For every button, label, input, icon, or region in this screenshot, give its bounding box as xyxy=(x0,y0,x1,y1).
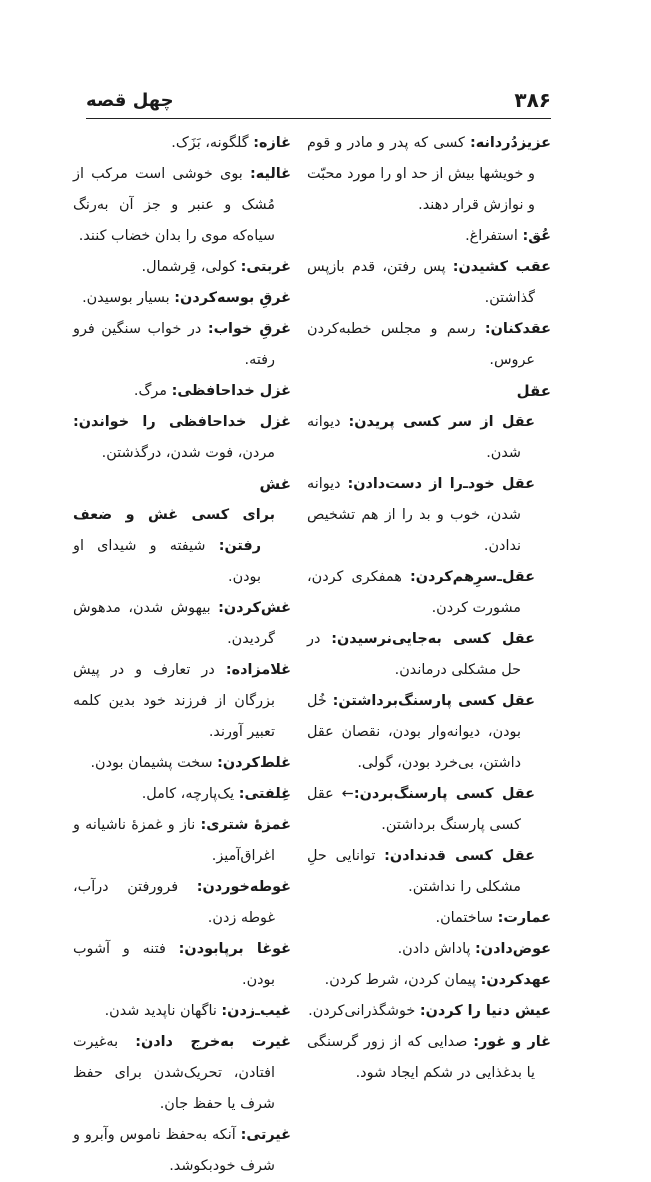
group-heading: عقل xyxy=(516,382,551,400)
entry-headword: برای کسی غش و ضعف رفتن: xyxy=(73,507,275,554)
dictionary-entry xyxy=(73,655,291,748)
entry-definition: در خواب سنگین فرو رفته. xyxy=(73,321,275,368)
entry-definition: به‌غیرت افتادن، تحریک‌شدن برای حفظ شرف یا حفظ جان. xyxy=(73,1034,275,1112)
entry-definition: بسیار بوسیدن. xyxy=(82,290,175,306)
dictionary-entry xyxy=(73,1027,291,1120)
entry-definition: در حل مشکلی درماندن. xyxy=(307,631,521,678)
entry-definition: فرورفتن درآب، غوطه زدن. xyxy=(73,879,275,926)
entry-headword: عقب کشیدن: xyxy=(452,259,551,275)
sub-entry xyxy=(307,407,551,469)
sub-entry xyxy=(307,469,551,562)
sub-entry xyxy=(307,562,551,624)
right-column xyxy=(307,128,551,1089)
entry-headword: غیرتی: xyxy=(240,1127,291,1143)
entry-headword: غش‌کردن: xyxy=(218,600,291,616)
entry-headword: عقل خود‌ـ‌را از دست‌دادن: xyxy=(347,476,535,492)
entry-headword: غرقِ خواب: xyxy=(207,321,291,337)
entry-definition: رسم و مجلس خطبه‌کردن عروس. xyxy=(307,321,535,368)
entry-headword: غیرت به‌خرج دادن: xyxy=(135,1034,291,1050)
entry-definition: مردن، فوت شدن، درگذشتن. xyxy=(101,445,275,461)
dictionary-entry xyxy=(73,934,291,996)
dictionary-entry xyxy=(307,314,551,376)
dictionary-entry xyxy=(73,128,291,159)
entry-definition: مرگ. xyxy=(133,383,172,399)
entry-definition: یک‌پارچه، کامل. xyxy=(141,786,239,802)
entry-definition: صدایی که از زور گرسنگی یا بدغذایی در شکم ایجاد شود. xyxy=(307,1034,535,1081)
sub-entry xyxy=(307,779,551,841)
entry-headword: عُق: xyxy=(522,228,551,244)
entry-definition: کسی که پدر و مادر و قوم و خویشها بیش از حد او را مورد محبّت و نوازش قرار دهند. xyxy=(307,135,535,213)
entry-definition: شیفته و شیدای او بودن. xyxy=(73,538,261,585)
dictionary-entry xyxy=(73,996,291,1027)
entry-definition: استفراغ. xyxy=(465,228,523,244)
entry-headword: عمارت: xyxy=(497,910,551,926)
dictionary-entry xyxy=(307,252,551,314)
entry-headword: غازه: xyxy=(253,135,291,151)
entry-headword: غربتی: xyxy=(240,259,291,275)
entry-headword: عوض‌دادن: xyxy=(475,941,551,957)
entry-headword: غلط‌کردن: xyxy=(217,755,291,771)
entry-headword: عقل کسی قد‌نداد‌ن: xyxy=(384,848,535,864)
dictionary-entry xyxy=(73,407,291,469)
entry-definition: پیمان کردن، شرط کردن. xyxy=(324,972,481,988)
entry-headword: غوغا برپابودن: xyxy=(178,941,292,957)
dictionary-entry xyxy=(307,934,551,965)
entry-headword: عهدکردن: xyxy=(480,972,551,988)
dictionary-entry xyxy=(307,903,551,934)
entry-definition: ناگهان ناپدید شدن. xyxy=(104,1003,222,1019)
entry-headword: عیش دنیا را کردن: xyxy=(419,1003,551,1019)
dictionary-entry xyxy=(73,872,291,934)
page-header xyxy=(86,86,551,119)
entry-definition: دیوانه شدن، خوب و بد را از هم تشخیص ندادن. xyxy=(307,476,521,554)
dictionary-entry xyxy=(307,996,551,1027)
entry-headword: غزل خداحافظی: xyxy=(171,383,291,399)
page-number: ۳۸۶ xyxy=(514,88,551,112)
entry-definition: پاداش دادن. xyxy=(397,941,476,957)
running-title: چهل قصه xyxy=(86,90,174,111)
entry-headword: غار و غور: xyxy=(473,1034,551,1050)
entry-headword: عقل از سر کسی پریدن: xyxy=(348,414,535,430)
entry-headword: غمزهٔ شتری: xyxy=(200,817,291,833)
entry-headword: عقل کسی پارسنگ‌بردن: xyxy=(353,786,535,802)
entry-headword: عقل کسی پارسنگ‌برداشتن: xyxy=(332,693,535,709)
entry-definition: آنکه به‌حفظ ناموس وآبرو و شرف خودبکوشد. xyxy=(73,1127,275,1174)
sub-entry xyxy=(307,624,551,686)
dictionary-entry xyxy=(73,593,291,655)
entry-definition: دیوانه شدن. xyxy=(307,414,521,461)
entry-headword: غِلفتی: xyxy=(238,786,291,802)
entry-definition: همفکری کردن، مشورت کردن. xyxy=(307,569,521,616)
entry-headword: غیب‌ـ‌زدن: xyxy=(221,1003,291,1019)
entry-definition: خُل بودن، دیوانه‌وار بودن، نقصان عقل داشتن، بی‌خرد بودن، گولی. xyxy=(307,693,521,771)
entry-definition: خوشگذرانی‌کردن. xyxy=(308,1003,420,1019)
entry-definition: کولی، قِرشمال. xyxy=(141,259,241,275)
dictionary-entry xyxy=(307,221,551,252)
entry-headword: عقدکنان: xyxy=(484,321,551,337)
dictionary-entry xyxy=(73,283,291,314)
entry-definition: در تعارف و در پیش بزرگان از فرزند خود بدین کلمه تعبیر آورند. xyxy=(73,662,275,740)
sub-entry xyxy=(307,686,551,779)
entry-definition: بیهوش شدن، مدهوش گردیدن. xyxy=(73,600,275,647)
entry-headword: غرقِ بوسه‌کردن: xyxy=(174,290,291,306)
entry-definition: بوی خوشی است مرکب از مُشک و عنبر و جز آن به‌رنگ سیاه‌که موی را بدان خضاب کنند. xyxy=(73,166,275,244)
entry-headword: غالیه: xyxy=(250,166,291,182)
dictionary-entry xyxy=(73,1120,291,1182)
entry-definition: فتنه و آشوب بودن. xyxy=(73,941,275,988)
entry-definition: گلگونه، بَزَک. xyxy=(171,135,254,151)
entry-definition: ← عقل کسی پارسنگ برداشتن. xyxy=(307,786,521,833)
dictionary-entry xyxy=(73,779,291,810)
dictionary-entry xyxy=(73,252,291,283)
left-column xyxy=(73,128,291,1182)
entry-headword: غلامزاده: xyxy=(225,662,291,678)
entry-definition: ساختمان. xyxy=(435,910,498,926)
entry-definition: سخت پشیمان بودن. xyxy=(90,755,218,771)
dictionary-entry xyxy=(73,810,291,872)
dictionary-entry xyxy=(73,159,291,252)
sub-entry xyxy=(307,841,551,903)
dictionary-entry xyxy=(73,376,291,407)
sub-entry xyxy=(73,500,291,593)
dictionary-entry xyxy=(73,314,291,376)
entry-headword: غزل خداحافظی را خواندن: xyxy=(73,414,291,430)
dictionary-entry xyxy=(307,1027,551,1089)
dictionary-entry xyxy=(307,965,551,996)
entry-headword: عقل کسی به‌جایی‌نرسیدن: xyxy=(331,631,535,647)
entry-headword: عقل‌ـ‌سرِهم‌کردن: xyxy=(409,569,535,585)
dictionary-entry xyxy=(307,128,551,221)
entry-headword: عزیزدُردانه: xyxy=(469,135,551,151)
entry-definition: توانایی حلِ مشکلی را نداشتن. xyxy=(307,848,521,895)
dictionary-entry xyxy=(73,748,291,779)
entry-headword: غوطه‌خوردن: xyxy=(196,879,291,895)
entry-definition: پس رفتن، قدم بازپس گذاشتن. xyxy=(307,259,535,306)
group-heading: غش xyxy=(259,475,291,493)
entry-definition: ناز و غمزهٔ ناشیانه و اغراق‌آمیز. xyxy=(73,817,275,864)
